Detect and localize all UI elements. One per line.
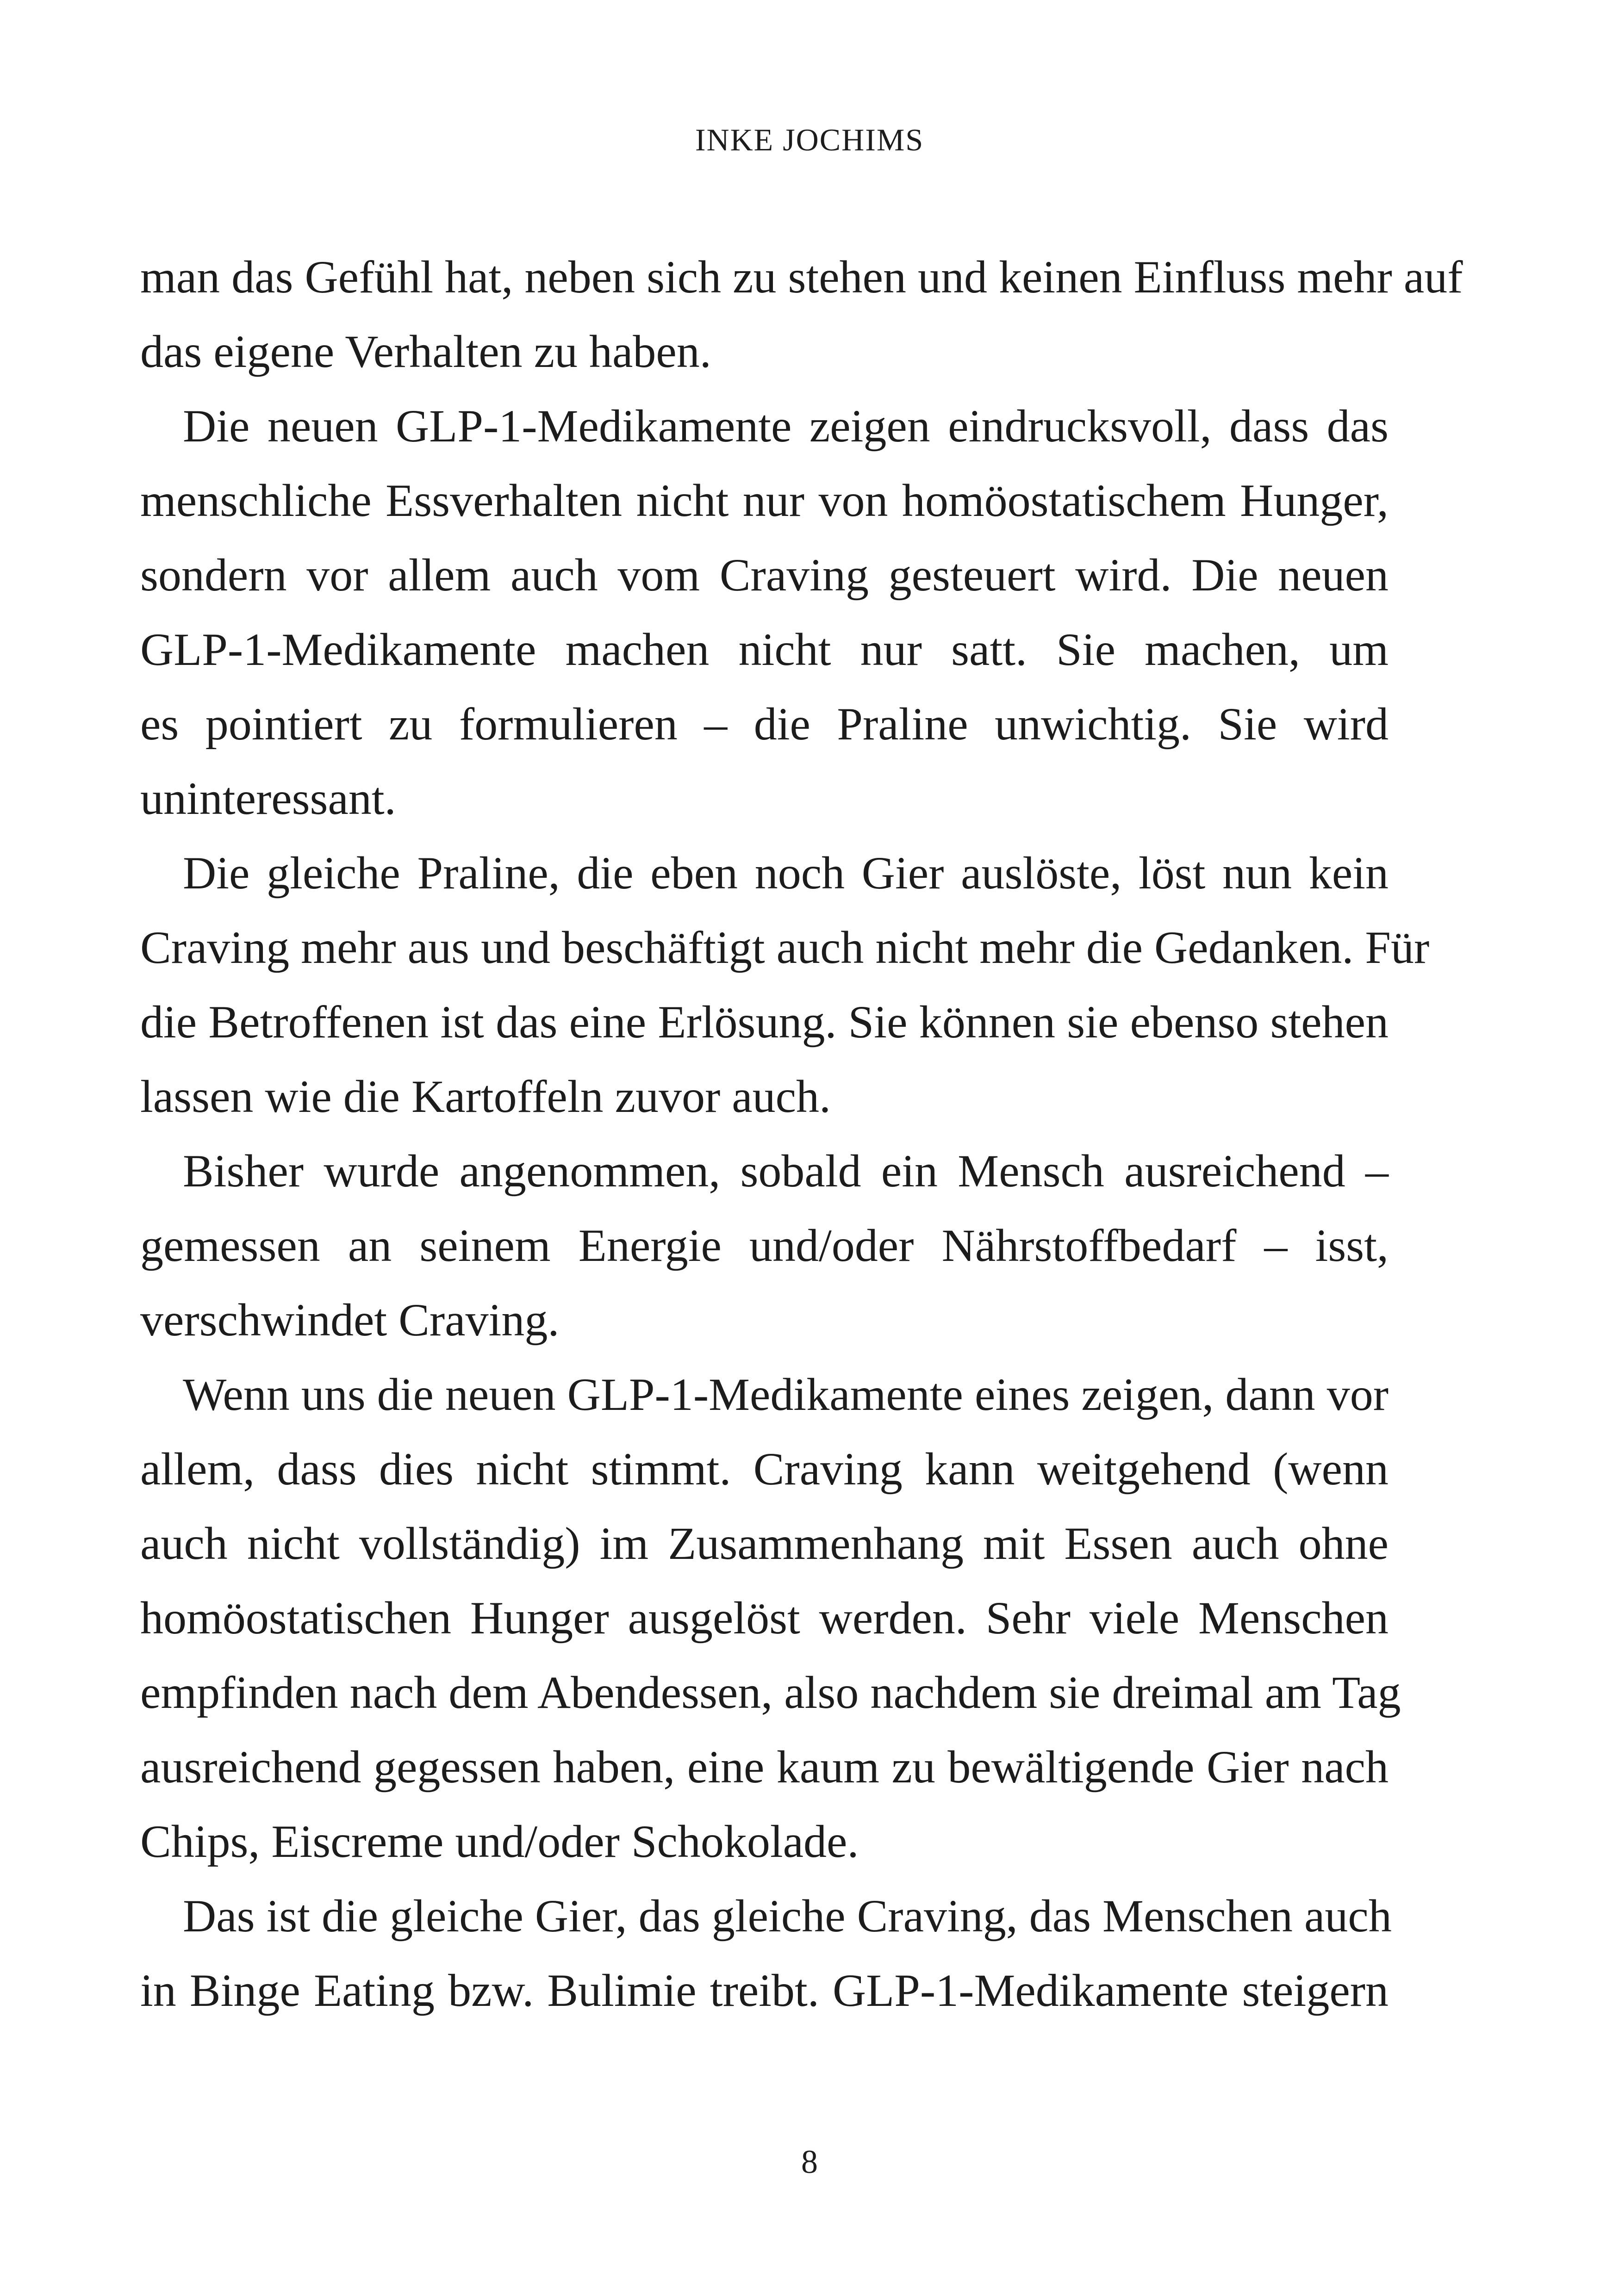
text-line: GLP-1-Medikamente machen nicht nur satt. Sie machen, um	[140, 624, 1389, 675]
text-line: allem, dass dies nicht stimmt. Craving kann weitgehend (wenn	[140, 1443, 1389, 1495]
text-line: Das ist die gleiche Gier, das gleiche Craving, das Menschen auch	[183, 1890, 1392, 1942]
text-line: Die gleiche Praline, die eben noch Gier auslöste, löst nun kein	[183, 847, 1389, 899]
text-line: lassen wie die Kartoffeln zuvor auch.	[140, 1071, 831, 1122]
text-line: empfinden nach dem Abendessen, also nachdem sie dreimal am Tag	[140, 1667, 1401, 1718]
text-line: gemessen an seinem Energie und/oder Nährstoffbedarf – isst,	[140, 1220, 1389, 1271]
page-number: 8	[801, 2143, 818, 2180]
paragraph	[140, 836, 1430, 1134]
text-line: menschliche Essverhalten nicht nur von homöostatischem Hunger,	[140, 475, 1389, 526]
text-line: auch nicht vollständig) im Zusammenhang mit Essen auch ohne	[140, 1518, 1389, 1569]
running-head: INKE JOCHIMS	[695, 122, 924, 157]
text-line: homöostatischen Hunger ausgelöst werden. Sehr viele Menschen	[140, 1592, 1389, 1644]
paragraph	[140, 240, 1463, 389]
text-line: Chips, Eiscreme und/oder Schokolade.	[140, 1816, 859, 1867]
text-line: in Binge Eating bzw. Bulimie treibt. GLP-1-Medikamente steigern	[140, 1965, 1389, 2016]
text-line: das eigene Verhalten zu haben.	[140, 326, 711, 377]
text-line: verschwindet Craving.	[140, 1294, 560, 1346]
paragraph	[140, 1357, 1401, 1879]
text-line: die Betroffenen ist das eine Erlösung. Sie können sie ebenso stehen	[140, 996, 1389, 1048]
text-line: sondern vor allem auch vom Craving gesteuert wird. Die neuen	[140, 549, 1389, 601]
text-line: Craving mehr aus und beschäftigt auch nicht mehr die Gedanken. Für	[140, 922, 1430, 973]
text-line: es pointiert zu formulieren – die Praline unwichtig. Sie wird	[140, 698, 1389, 750]
text-line: Die neuen GLP-1-Medikamente zeigen eindrucksvoll, dass das	[183, 400, 1389, 452]
text-line: man das Gefühl hat, neben sich zu stehen und keinen Einfluss mehr auf	[140, 251, 1463, 303]
body-text	[140, 240, 1463, 2028]
paragraph	[140, 1134, 1389, 1357]
text-line: Bisher wurde angenommen, sobald ein Mensch ausreichend –	[183, 1145, 1389, 1197]
text-line: uninteressant.	[140, 773, 396, 824]
text-line: Wenn uns die neuen GLP-1-Medikamente eines zeigen, dann vor	[183, 1369, 1389, 1420]
text-line: ausreichend gegessen haben, eine kaum zu bewältigende Gier nach	[140, 1741, 1389, 1793]
paragraph	[140, 389, 1389, 836]
paragraph	[140, 1879, 1392, 2028]
